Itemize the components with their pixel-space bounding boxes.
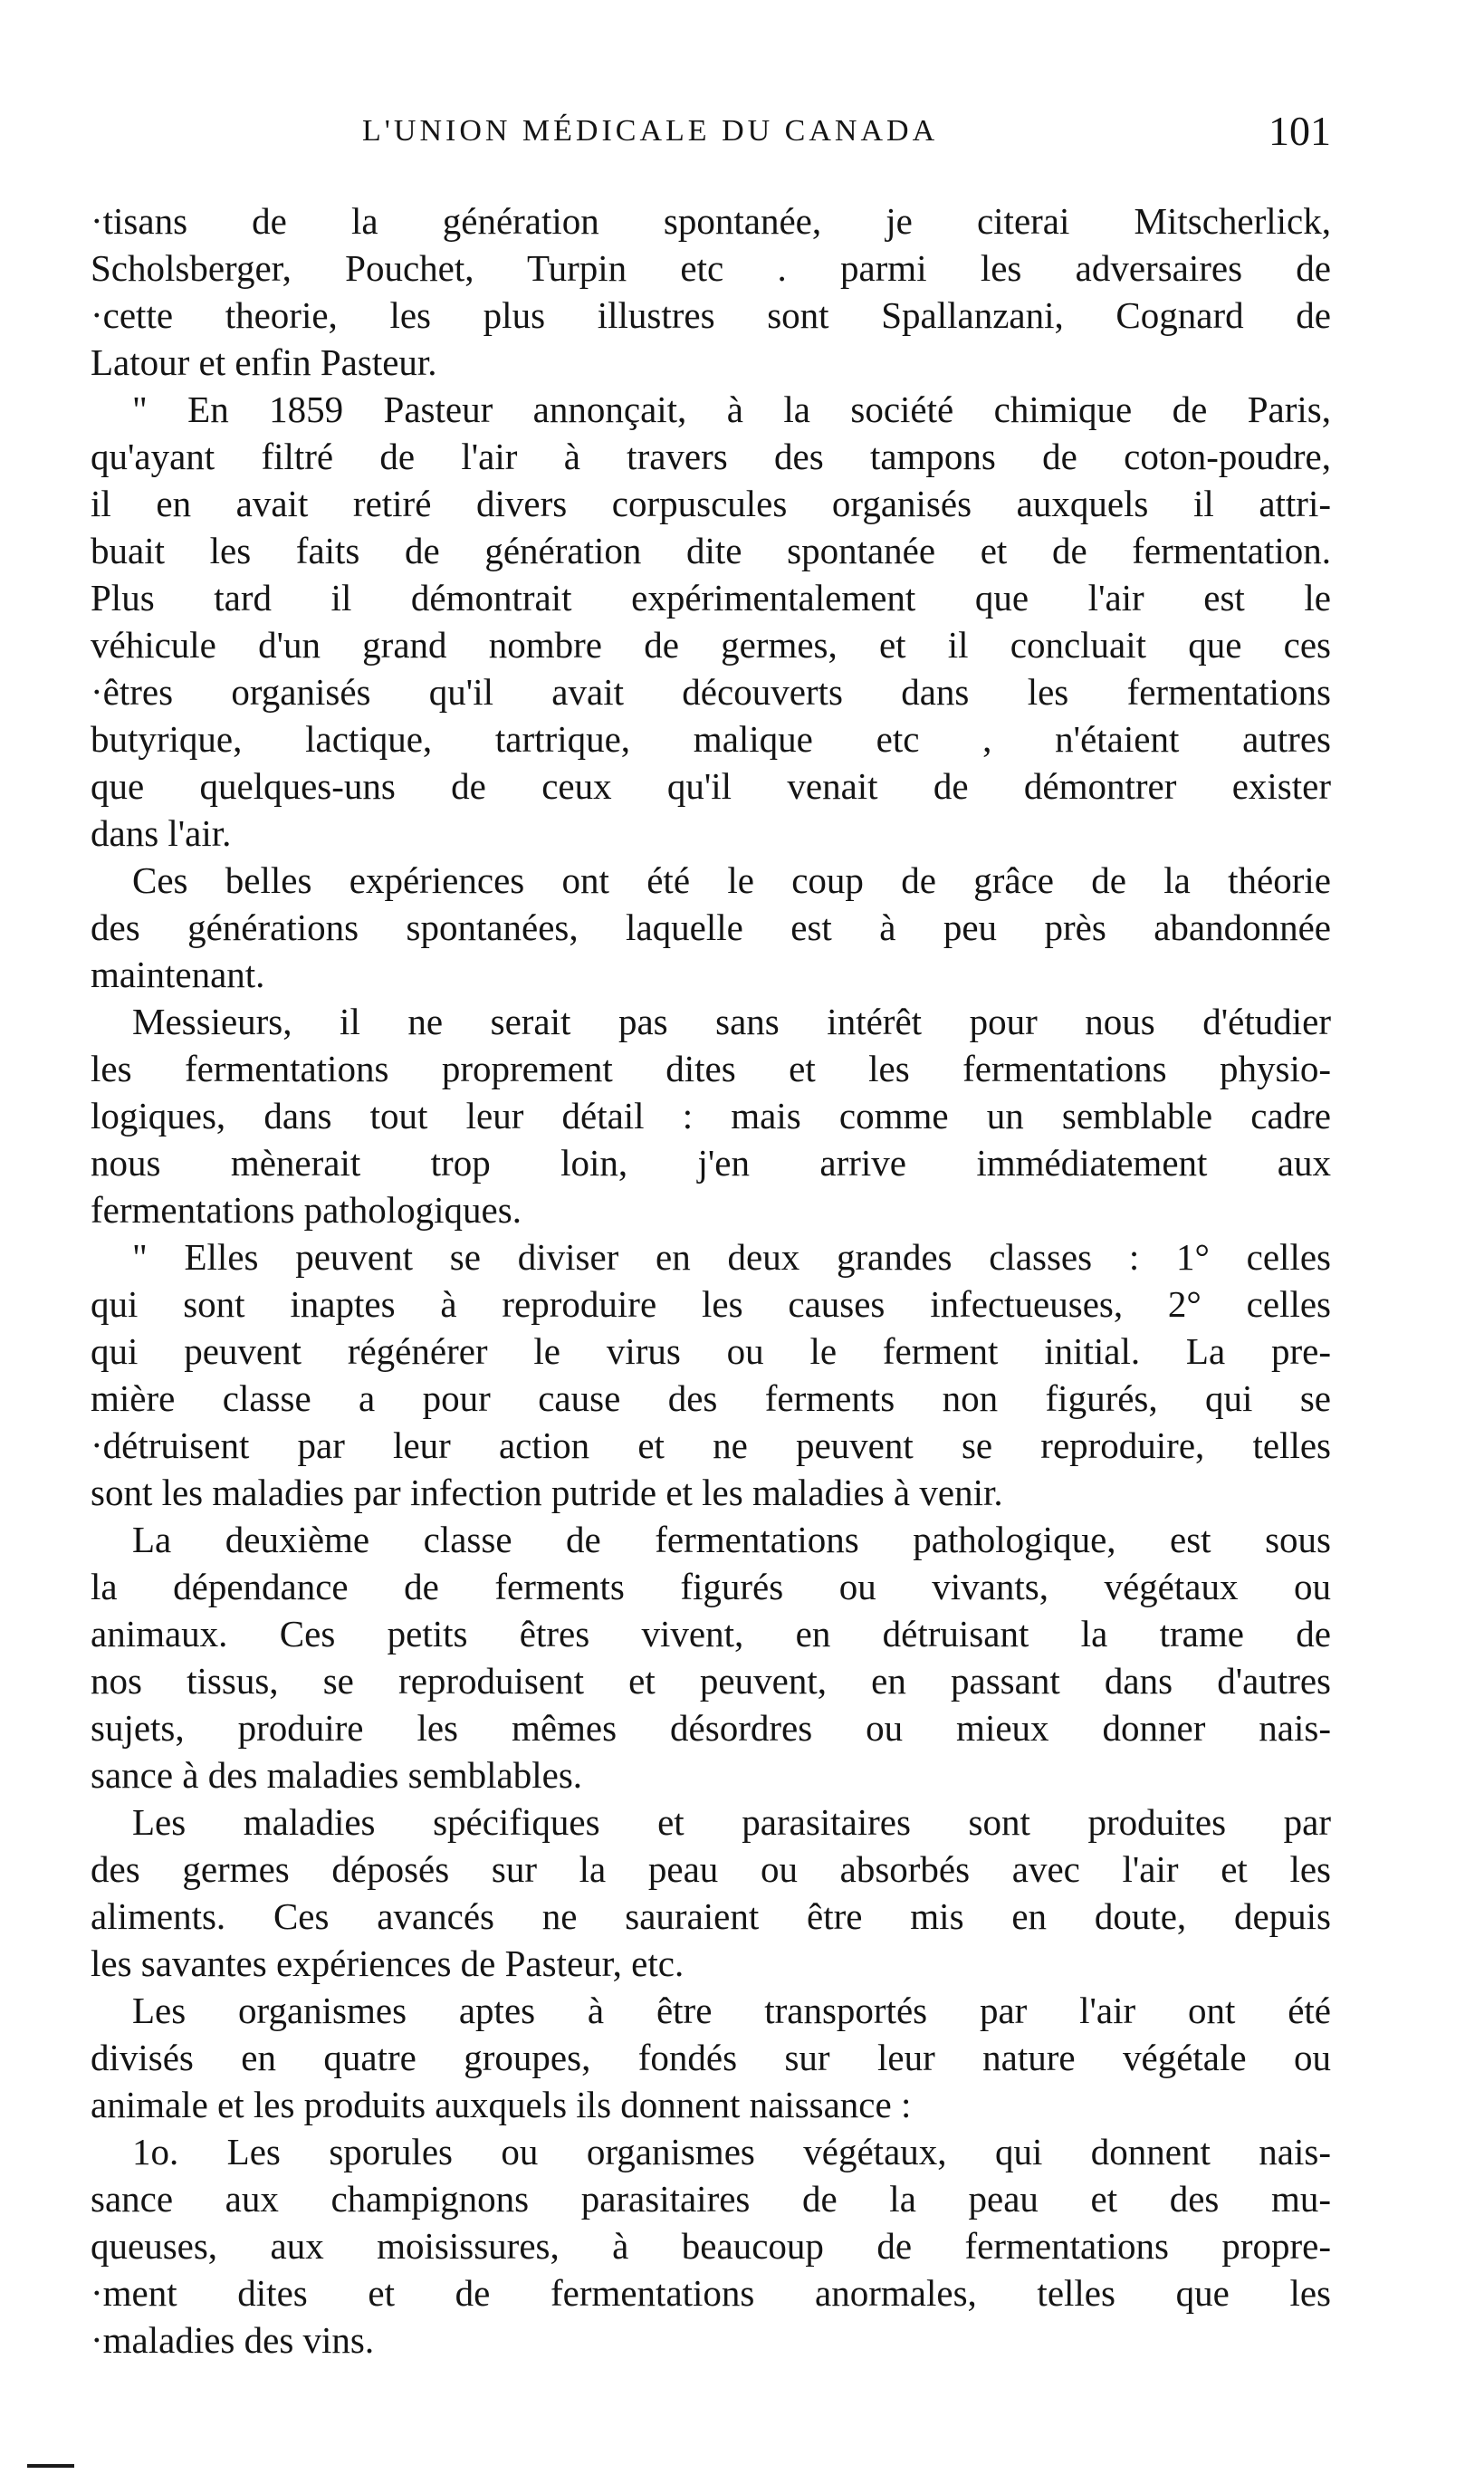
text-line: que quelques-uns de ceux qu'il venait de démontrer exister <box>91 765 1331 807</box>
text-line: Ces belles expériences ont été le coup de grâce de la théorie <box>132 859 1331 901</box>
text-line: des générations spontanées, laquelle est à peu près abandonnée <box>91 906 1331 948</box>
text-line: Latour et enfin Pasteur. <box>91 341 437 383</box>
text-line: sance à des maladies semblables. <box>91 1754 583 1796</box>
text-line: sujets, produire les mêmes désordres ou mieux donner nais- <box>91 1707 1331 1749</box>
text-line: nous mènerait trop loin, j'en arrive immédiatement aux <box>91 1142 1331 1184</box>
text-line: " Elles peuvent se diviser en deux grandes classes : 1° celles <box>132 1236 1331 1278</box>
text-line: Scholsberger, Pouchet, Turpin etc . parmi les adversaires de <box>91 247 1331 289</box>
text-line: nos tissus, se reproduisent et peuvent, en passant dans d'autres <box>91 1660 1331 1702</box>
text-line: fermentations pathologiques. <box>91 1189 522 1231</box>
text-line: aliments. Ces avancés ne sauraient être mis en doute, depuis <box>91 1895 1331 1937</box>
running-title: L'UNION MÉDICALE DU CANADA <box>362 114 939 148</box>
text-line: ·tisans de la génération spontanée, je citerai Mitscherlick, <box>91 200 1331 242</box>
running-head <box>91 107 1331 161</box>
text-line: les fermentations proprement dites et les fermentations physio- <box>91 1048 1331 1089</box>
bottom-rule <box>27 2464 74 2468</box>
page-number: 101 <box>1269 108 1331 154</box>
text-line: Les organismes aptes à être transportés par l'air ont été <box>132 1990 1331 2031</box>
text-line: Messieurs, il ne serait pas sans intérêt pour nous d'étudier <box>132 1001 1331 1042</box>
text-line: animale et les produits auxquels ils donnent naissance : <box>91 2084 912 2125</box>
text-line: sance aux champignons parasitaires de la peau et des mu- <box>91 2178 1331 2220</box>
text-line: qu'ayant filtré de l'air à travers des tampons de coton-poudre, <box>91 436 1331 477</box>
text-line: maintenant. <box>91 954 265 995</box>
text-line: qui peuvent régénérer le virus ou le ferment initial. La pre- <box>91 1330 1331 1372</box>
text-line: ·êtres organisés qu'il avait découverts dans les fermentations <box>91 671 1331 713</box>
text-line: sont les maladies par infection putride et les maladies à venir. <box>91 1472 1003 1513</box>
text-line: ·ment dites et de fermentations anormales, telles que les <box>91 2272 1331 2314</box>
text-line: La deuxième classe de fermentations pathologique, est sous <box>132 1519 1331 1560</box>
text-line: ·cette theorie, les plus illustres sont Spallanzani, Cognard de <box>91 294 1331 336</box>
text-line: " En 1859 Pasteur annonçait, à la société chimique de Paris, <box>132 388 1331 430</box>
text-line: il en avait retiré divers corpuscules organisés auxquels il attri- <box>91 483 1331 524</box>
text-line: logiques, dans tout leur détail : mais comme un semblable cadre <box>91 1095 1331 1137</box>
body-text <box>91 197 1331 2364</box>
text-line: queuses, aux moisissures, à beaucoup de fermentations propre- <box>91 2225 1331 2267</box>
text-line: Les maladies spécifiques et parasitaires sont produites par <box>132 1801 1331 1843</box>
text-line: buait les faits de génération dite spontanée et de fermentation. <box>91 530 1331 571</box>
text-line: ·maladies des vins. <box>91 2319 375 2361</box>
text-line: la dépendance de ferments figurés ou vivants, végétaux ou <box>91 1566 1331 1607</box>
text-line: Plus tard il démontrait expérimentalement que l'air est le <box>91 577 1331 619</box>
text-line: les savantes expériences de Pasteur, etc. <box>91 1942 685 1984</box>
text-line: des germes déposés sur la peau ou absorbés avec l'air et les <box>91 1848 1331 1890</box>
text-line: animaux. Ces petits êtres vivent, en détruisant la trame de <box>91 1613 1331 1654</box>
text-line: dans l'air. <box>91 812 232 854</box>
text-line: mière classe a pour cause des ferments non figurés, qui se <box>91 1377 1331 1419</box>
text-line: ·détruisent par leur action et ne peuvent se reproduire, telles <box>91 1424 1331 1466</box>
text-line: divisés en quatre groupes, fondés sur leur nature végétale ou <box>91 2037 1331 2078</box>
text-line: véhicule d'un grand nombre de germes, et il concluait que ces <box>91 624 1331 666</box>
text-line: 1o. Les sporules ou organismes végétaux, qui donnent nais- <box>132 2131 1331 2172</box>
text-line: qui sont inaptes à reproduire les causes infectueuses, 2° celles <box>91 1283 1331 1325</box>
text-line: butyrique, lactique, tartrique, malique etc , n'étaient autres <box>91 718 1331 760</box>
